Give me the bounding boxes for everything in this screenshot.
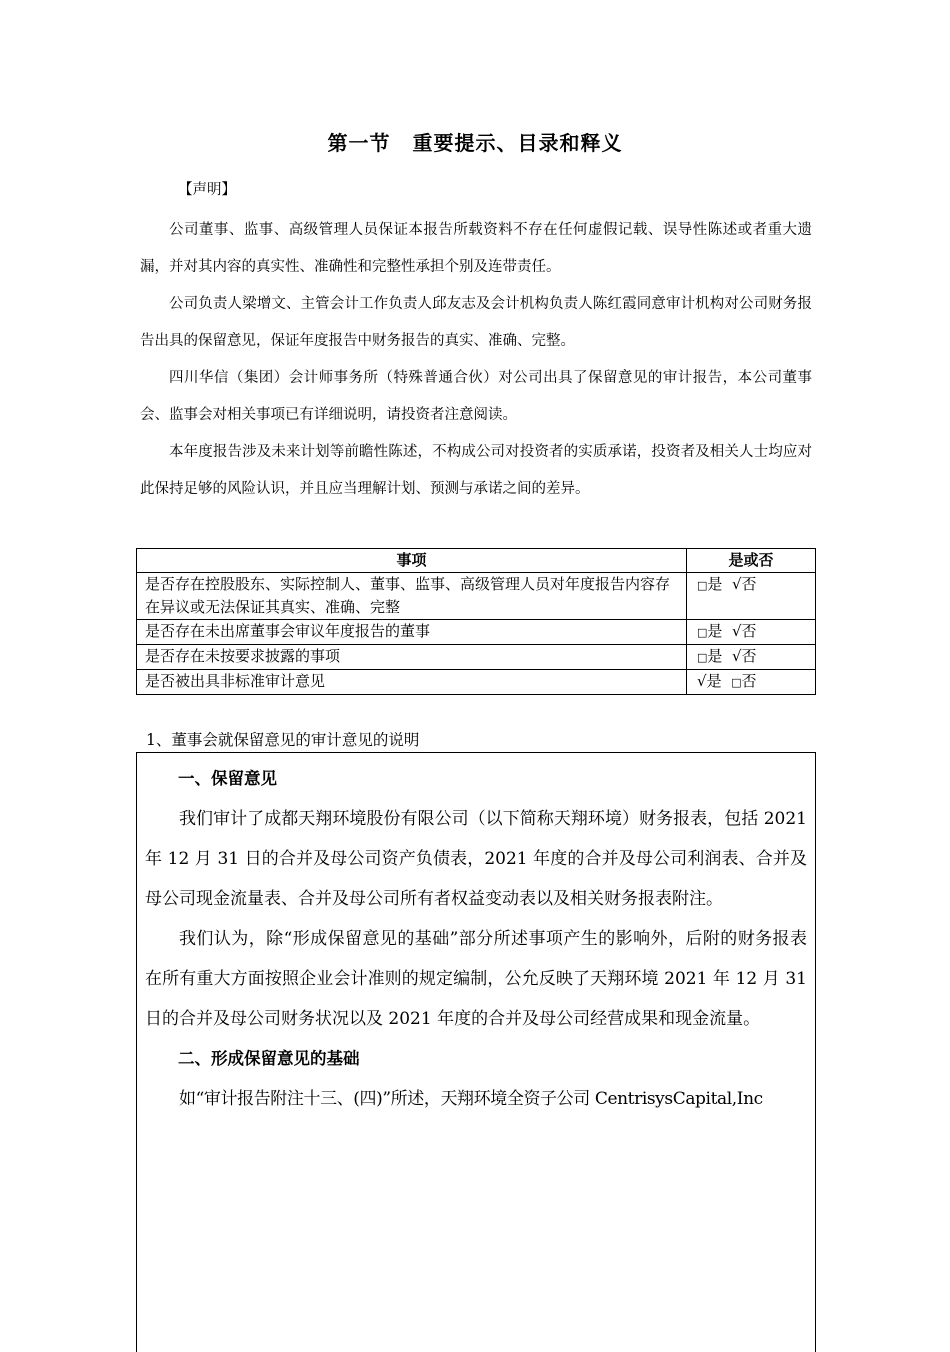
row-answer (687, 573, 816, 620)
declaration-paragraph: 公司董事、监事、高级管理人员保证本报告所载资料不存在任何虚假记载、误导性陈述或者重大遗漏，并对其内容的真实性、准确性和完整性承担个别及连带责任。 (140, 222, 812, 275)
table-row (137, 620, 816, 645)
row-item: 是否存在未按要求披露的事项 (137, 645, 687, 670)
declaration-paragraph: 本年度报告涉及未来计划等前瞻性陈述，不构成公司对投资者的实质承诺，投资者及相关人士均应对此保持足够的风险认识，并且应当理解计划、预测与承诺之间的差异。 (140, 444, 812, 497)
check-mark: √ (731, 575, 742, 593)
declaration-body (140, 212, 812, 508)
check-mark: √ (731, 622, 742, 640)
section-1-title: 1、董事会就保留意见的审计意见的说明 (146, 731, 420, 749)
declaration-paragraph: 公司负责人梁增文、主管会计工作负责人邱友志及会计机构负责人陈红霞同意审计机构对公司财务报告出具的保留意见，保证年度报告中财务报告的真实、准确、完整。 (140, 296, 812, 349)
table-row (137, 645, 816, 670)
qualified-opinion-heading: 一、保留意见 (178, 769, 277, 788)
checkbox-mark: □ (697, 651, 708, 664)
declaration-paragraph: 四川华信（集团）会计师事务所（特殊普通合伙）对公司出具了保留意见的审计报告，本公司董事会、监事会对相关事项已有详细说明，请投资者注意阅读。 (140, 370, 812, 423)
row-answer (687, 620, 816, 645)
row-item: 是否存在未出席董事会审议年度报告的董事 (137, 620, 687, 645)
table-header-row (137, 549, 816, 573)
checkbox-mark: □ (731, 676, 742, 689)
checkbox-mark: □ (697, 579, 708, 592)
audit-opinion-box (136, 752, 816, 1352)
answer-yes: 是 (707, 575, 723, 593)
answer-yes: 是 (707, 647, 723, 665)
answer-no: 否 (741, 622, 757, 640)
title-section-number: 第一节 (327, 131, 391, 155)
header-yes-no: 是或否 (687, 549, 816, 573)
answer-yes: 是 (707, 622, 723, 640)
title-text: 重要提示、目录和释义 (412, 131, 623, 155)
opinion-paragraph: 如“审计报告附注十三、(四)”所述，天翔环境全资子公司 CentrisysCapital,Inc (179, 1089, 763, 1109)
row-answer (687, 670, 816, 695)
answer-no: 否 (741, 672, 757, 690)
audit-opinion-content (145, 759, 807, 1119)
header-item: 事项 (137, 549, 687, 573)
row-item: 是否被出具非标准审计意见 (137, 670, 687, 695)
row-item: 是否存在控股股东、实际控制人、董事、监事、高级管理人员对年度报告内容存在异议或无法保证其真实、准确、完整 (137, 573, 687, 620)
table-row (137, 670, 816, 695)
answer-yes: 是 (706, 672, 722, 690)
checkbox-mark: □ (697, 626, 708, 639)
row-answer (687, 645, 816, 670)
answer-no: 否 (741, 647, 757, 665)
basis-heading: 二、形成保留意见的基础 (178, 1049, 360, 1068)
check-mark: √ (697, 672, 707, 690)
opinion-paragraph: 我们审计了成都天翔环境股份有限公司（以下简称天翔环境）财务报表，包括 2021 年 12 月 31 日的合并及母公司资产负债表，2021 年度的合并及母公司利润表、合并及母公司现金流量表、合并及母公司所有者权益变动表以及相关财务报表附注。 (145, 809, 807, 909)
page-title (0, 127, 950, 156)
table-row (137, 573, 816, 620)
check-mark: √ (731, 647, 742, 665)
opinion-paragraph: 我们认为，除“形成保留意见的基础”部分所述事项产生的影响外，后附的财务报表在所有重大方面按照企业会计准则的规定编制，公允反映了天翔环境 2021 年 12 月 31 日的合并及母公司财务状况以及 2021 年度的合并及母公司经营成果和现金流量。 (145, 929, 807, 1029)
answer-no: 否 (741, 575, 757, 593)
declaration-heading: 【声明】 (178, 182, 236, 198)
disclosure-table (136, 548, 816, 695)
